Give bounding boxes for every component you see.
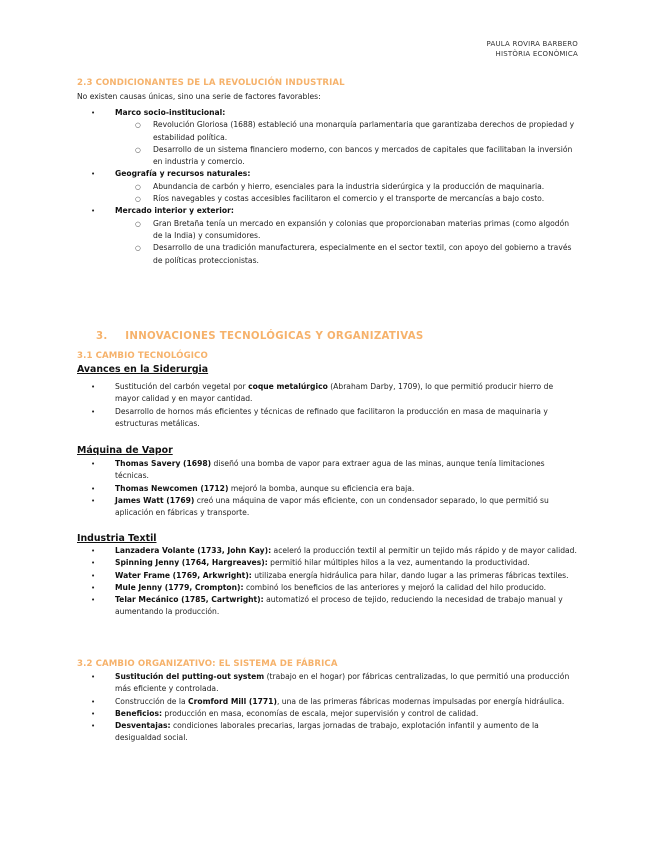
section-3-number: 3.: [96, 331, 108, 342]
siderurgia-item: • Desarrollo de hornos más eficientes y técnicas de refinado que facilitaron la producción en masa de maquinaria y estructuras metálicas.: [77, 406, 577, 431]
condition-heading: Geografía y recursos naturales:: [115, 169, 251, 179]
vapor-list: [77, 458, 577, 519]
section-2-3-intro: No existen causas únicas, sino una serie de factores favorables:: [77, 92, 321, 101]
vapor-item: • Thomas Savery (1698) diseñó una bomba de vapor para extraer agua de las minas, aunque tenía limitaciones técnicas.: [77, 458, 577, 483]
siderurgia-item: • Sustitución del carbón vegetal por coque metalúrgico (Abraham Darby, 1709), lo que permitió producir hierro de mayor calidad y en mayor cantidad.: [77, 381, 577, 406]
textil-item: • Telar Mecánico (1785, Cartwright): automatizó el proceso de tejido, reduciendo la necesidad de trabajo manual y aumentando la producción.: [77, 594, 577, 619]
siderurgia-title: Avances en la Siderurgia: [77, 364, 209, 375]
fabrica-item: • Sustitución del putting-out system (trabajo en el hogar) por fábricas centralizadas, lo que permitió una producción más eficiente y controlada.: [77, 671, 577, 696]
vapor-item: • James Watt (1769) creó una máquina de vapor más eficiente, con un condensador separado, lo que permitió su aplicación en fábricas y transporte.: [77, 495, 577, 520]
conditions-list: [77, 107, 577, 267]
condition-item: ○ Gran Bretaña tenía un mercado en expansión y colonias que proporcionaban materias primas (como algodón de la India) y consumidores.: [77, 218, 577, 243]
condition-item: ○ Desarrollo de un sistema financiero moderno, con bancos y mercados de capitales que facilitaban la inversión en industria y comercio.: [77, 144, 577, 169]
vapor-item: • Thomas Newcomen (1712) mejoró la bomba, aunque su eficiencia era baja.: [77, 483, 577, 495]
condition-group: [77, 168, 577, 205]
fabrica-item: • Desventajas: condiciones laborales precarias, largas jornadas de trabajo, explotación infantil y aumento de la desigualdad social.: [77, 720, 577, 745]
textil-item: • Mule Jenny (1779, Crompton): combinó los beneficios de las anteriores y mejoró la calidad del hilo producido.: [77, 582, 577, 594]
condition-item: ○ Ríos navegables y costas accesibles facilitaron el comercio y el transporte de mercancías a bajo costo.: [77, 193, 577, 205]
condition-item: ○ Abundancia de carbón y hierro, esenciales para la industria siderúrgica y la producción de maquinaria.: [77, 181, 577, 193]
textil-list: [77, 545, 577, 619]
section-3-2-title: 3.2 CAMBIO ORGANIZATIVO: EL SISTEMA DE FÁBRICA: [77, 659, 338, 669]
section-3-1-title: 3.1 CAMBIO TECNOLÓGICO: [77, 351, 208, 361]
fabrica-item: • Beneficios: producción en masa, economías de escala, mejor supervisión y control de calidad.: [77, 708, 577, 720]
siderurgia-list: [77, 381, 577, 430]
condition-item: ○ Desarrollo de una tradición manufacturera, especialmente en el sector textil, con apoyo del gobierno a través de políticas proteccionistas.: [77, 242, 577, 267]
condition-heading: Mercado interior y exterior:: [115, 206, 234, 216]
condition-group: [77, 107, 577, 168]
header-author: PAULA ROVIRA BARBERO: [486, 40, 578, 48]
fabrica-list: [77, 671, 577, 745]
textil-item: • Water Frame (1769, Arkwright): utilizaba energía hidráulica para hilar, dando lugar a las primeras fábricas textiles.: [77, 570, 577, 582]
textil-title: Industria Textil: [77, 533, 157, 544]
page-header: [486, 39, 578, 59]
section-3-title: INNOVACIONES TECNOLÓGICAS Y ORGANIZATIVAS: [125, 331, 424, 342]
textil-item: • Lanzadera Volante (1733, John Kay): aceleró la producción textil al permitir un tejido más rápido y de mayor calidad.: [77, 545, 577, 557]
condition-heading: Marco socio-institucional:: [115, 108, 226, 117]
header-subject: HISTÒRIA ECONÒMICA: [495, 50, 578, 58]
section-2-3-title: 2.3 CONDICIONANTES DE LA REVOLUCIÓN INDUSTRIAL: [77, 78, 345, 88]
section-3-heading: [96, 331, 424, 342]
fabrica-item: • Construcción de la Cromford Mill (1771), una de las primeras fábricas modernas impulsadas por energía hidráulica.: [77, 696, 577, 708]
condition-item: ○ Revolución Gloriosa (1688) estableció una monarquía parlamentaria que garantizaba derechos de propiedad y estabilidad política.: [77, 119, 577, 144]
condition-group: [77, 205, 577, 266]
textil-item: • Spinning Jenny (1764, Hargreaves): permitió hilar múltiples hilos a la vez, aumentando la productividad.: [77, 557, 577, 569]
vapor-title: Máquina de Vapor: [77, 445, 173, 456]
